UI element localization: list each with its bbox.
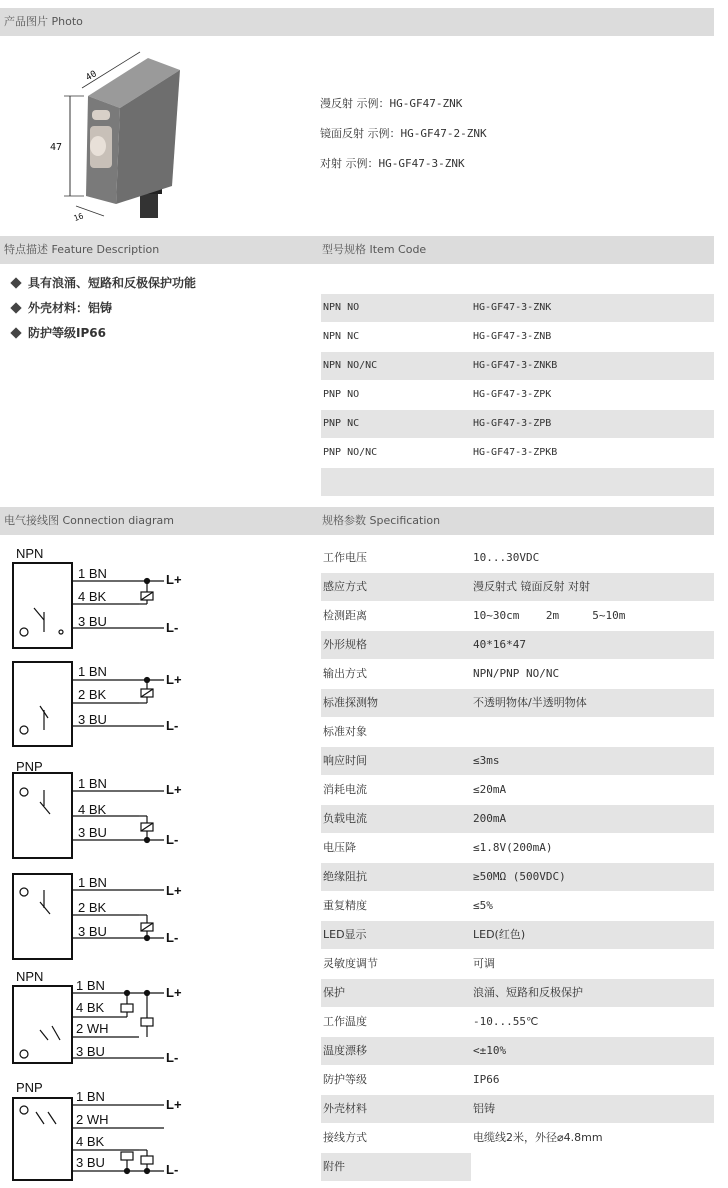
spec-row: 电压降 ≤1.8V(200mA) bbox=[323, 841, 553, 854]
wire-label: 4 BK bbox=[78, 589, 107, 604]
wire-label: 3 BU bbox=[76, 1155, 105, 1170]
wire-label: 3 BU bbox=[76, 1044, 105, 1059]
lplus-label: L+ bbox=[166, 883, 182, 898]
product-photo bbox=[40, 48, 180, 228]
wire-label: 4 BK bbox=[76, 1000, 105, 1015]
wire-label: 1 BN bbox=[78, 566, 107, 581]
wire-label: 2 BK bbox=[78, 687, 107, 702]
item-code-row: NPN NO/NC HG-GF47-3-ZNKB bbox=[321, 352, 714, 380]
example-diffuse: 漫反射 示例：HG-GF47-ZNK bbox=[320, 97, 463, 110]
spec-row: 标准对象 bbox=[323, 725, 367, 738]
feature-item: 外壳材料：铝铸 bbox=[10, 299, 112, 316]
feature-item: 防护等级IP66 bbox=[10, 324, 106, 341]
wire-label: 3 BU bbox=[78, 924, 107, 939]
spec-row: 检测距离 10~30cm 2m 5~10m bbox=[323, 609, 626, 622]
spec-row: 工作温度 -10...55℃ bbox=[323, 1015, 539, 1028]
wire-label: 4 BK bbox=[78, 802, 107, 817]
feature-item: 具有浪涌、短路和反极保护功能 bbox=[10, 274, 196, 291]
wire-label: 1 BN bbox=[78, 875, 107, 890]
lminus-label: L- bbox=[166, 1050, 179, 1065]
connection-diagram bbox=[0, 540, 318, 1185]
item-code-row bbox=[321, 468, 714, 496]
spec-row: 标准探测物 不透明物体/半透明物体 bbox=[321, 689, 714, 717]
lplus-label: L+ bbox=[166, 572, 182, 587]
wire-label: 3 BU bbox=[78, 712, 107, 727]
spec-row: 外形规格 40*16*47 bbox=[321, 631, 714, 659]
item-code-row: PNP NO/NC HG-GF47-3-ZPKB bbox=[323, 447, 558, 458]
wire-label: 3 BU bbox=[78, 614, 107, 629]
width-dim: 40 bbox=[84, 69, 99, 84]
wire-label: 2 WH bbox=[76, 1021, 109, 1036]
lminus-label: L- bbox=[166, 930, 179, 945]
pnp-label: PNP bbox=[16, 1080, 43, 1095]
spec-row: 附件 bbox=[321, 1153, 471, 1181]
lplus-label: L+ bbox=[166, 1097, 182, 1112]
lplus-label: L+ bbox=[166, 782, 182, 797]
wire-label: 2 WH bbox=[76, 1112, 109, 1127]
wire-label: 1 BN bbox=[78, 664, 107, 679]
spec-row: 接线方式 电缆线2米，外径⌀4.8mm bbox=[323, 1131, 603, 1144]
spec-row: 重复精度 ≤5% bbox=[323, 899, 493, 912]
spec-row: 保护 浪涌、短路和反极保护 bbox=[321, 979, 714, 1007]
item-code-row: NPN NO HG-GF47-3-ZNK bbox=[321, 294, 714, 322]
spec-row: 防护等级 IP66 bbox=[323, 1073, 500, 1086]
depth-dim: 16 bbox=[72, 211, 85, 224]
item-code-row: PNP NO HG-GF47-3-ZPK bbox=[323, 389, 552, 400]
npn-label: NPN bbox=[16, 969, 44, 984]
spec-row: 温度漂移 <±10% bbox=[321, 1037, 714, 1065]
item-code-row: PNP NC HG-GF47-3-ZPB bbox=[321, 410, 714, 438]
spec-row: 外壳材料 铝铸 bbox=[321, 1095, 714, 1123]
lminus-label: L- bbox=[166, 718, 179, 733]
spec-row: 感应方式 漫反射式 镜面反射 对射 bbox=[321, 573, 714, 601]
spec-row: 负载电流 200mA bbox=[321, 805, 714, 833]
lplus-label: L+ bbox=[166, 672, 182, 687]
spec-row: 输出方式 NPN/PNP NO/NC bbox=[323, 667, 560, 680]
wire-label: 3 BU bbox=[78, 825, 107, 840]
spec-row: 灵敏度调节 可调 bbox=[323, 957, 495, 970]
height-dim: 47 bbox=[50, 142, 63, 153]
npn-label: NPN bbox=[16, 546, 44, 561]
lminus-label: L- bbox=[166, 620, 179, 635]
example-through: 对射 示例：HG-GF47-3-ZNK bbox=[320, 157, 465, 170]
spec-row: LED显示 LED(红色) bbox=[321, 921, 714, 949]
item-code-section-header: 型号规格 Item Code bbox=[318, 236, 714, 264]
spec-row: 工作电压 10...30VDC bbox=[323, 551, 540, 564]
lminus-label: L- bbox=[166, 1162, 179, 1177]
spec-row: 响应时间 ≤3ms bbox=[321, 747, 714, 775]
example-mirror: 镜面反射 示例：HG-GF47-2-ZNK bbox=[320, 127, 487, 140]
wire-label: 4 BK bbox=[76, 1134, 105, 1149]
spec-row: 绝缘阻抗 ≥50MΩ (500VDC) bbox=[321, 863, 714, 891]
pnp-label: PNP bbox=[16, 759, 43, 774]
spec-row: 消耗电流 ≤20mA bbox=[323, 783, 507, 796]
photo-section-header: 产品图片 Photo bbox=[0, 8, 714, 36]
feature-section-header: 特点描述 Feature Description bbox=[0, 236, 318, 264]
wire-label: 1 BN bbox=[76, 978, 105, 993]
wire-label: 1 BN bbox=[78, 776, 107, 791]
wire-label: 1 BN bbox=[76, 1089, 105, 1104]
lplus-label: L+ bbox=[166, 985, 182, 1000]
wire-label: 2 BK bbox=[78, 900, 107, 915]
connection-section-header: 电气接线图 Connection diagram bbox=[0, 507, 318, 535]
spec-section-header: 规格参数 Specification bbox=[318, 507, 714, 535]
item-code-row: NPN NC HG-GF47-3-ZNB bbox=[323, 331, 552, 342]
lminus-label: L- bbox=[166, 832, 179, 847]
